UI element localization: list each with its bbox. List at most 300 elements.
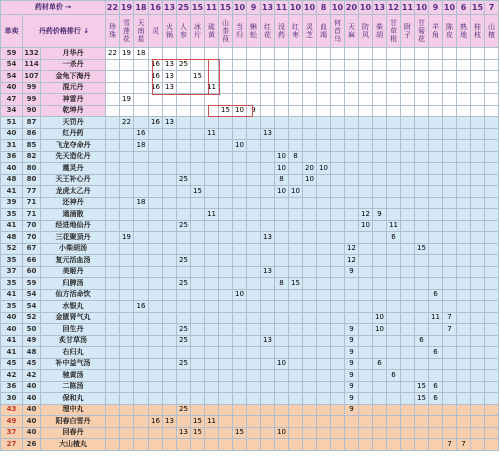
- herb-qty-cell: [289, 59, 303, 71]
- herb-qty-cell: [443, 186, 457, 198]
- table-row: [1, 197, 499, 209]
- herb-qty-cell: [317, 140, 331, 152]
- herb-qty-cell: [163, 243, 177, 255]
- herb-qty-cell: [261, 427, 275, 439]
- pill-name-cell: 右归丸: [41, 347, 106, 359]
- herb-qty-cell: [261, 370, 275, 382]
- herb-qty-cell: [134, 71, 149, 83]
- herb-qty-cell: [303, 105, 317, 117]
- herb-qty-cell: [331, 243, 345, 255]
- herb-qty-cell: [134, 278, 149, 290]
- herb-qty-cell: [134, 324, 149, 336]
- herb-qty-cell: [443, 427, 457, 439]
- herb-qty-cell: 9: [373, 209, 387, 221]
- herb-qty-cell: [247, 324, 261, 336]
- herb-qty-cell: 12: [359, 209, 373, 221]
- herb-qty-cell: [106, 186, 120, 198]
- herb-qty-cell: [106, 220, 120, 232]
- herb-qty-cell: [485, 174, 499, 186]
- herb-qty-cell: [106, 335, 120, 347]
- herb-qty-cell: [373, 186, 387, 198]
- herb-qty-cell: [429, 82, 443, 94]
- herb-qty-cell: [233, 381, 247, 393]
- herb-name-cell: 何 首 乌: [331, 15, 345, 48]
- herb-qty-cell: [401, 289, 415, 301]
- herb-qty-cell: [134, 59, 149, 71]
- herb-qty-cell: [247, 404, 261, 416]
- herb-qty-cell: [191, 59, 205, 71]
- herb-qty-cell: [289, 117, 303, 129]
- herb-qty-cell: [275, 289, 289, 301]
- herb-qty-cell: [373, 82, 387, 94]
- herb-qty-cell: [233, 243, 247, 255]
- herb-qty-cell: [443, 117, 457, 129]
- herb-qty-cell: [345, 232, 359, 244]
- herb-qty-cell: 13: [163, 117, 177, 129]
- herb-qty-cell: [457, 174, 471, 186]
- herb-qty-cell: [485, 209, 499, 221]
- herb-qty-cell: [415, 174, 429, 186]
- herb-qty-cell: [373, 335, 387, 347]
- herb-qty-cell: [415, 347, 429, 359]
- table-row: [1, 105, 499, 117]
- table-row: [1, 94, 499, 106]
- herb-qty-cell: [359, 117, 373, 129]
- pill-name-cell: 龙虎太乙丹: [41, 186, 106, 198]
- herb-qty-cell: [120, 427, 134, 439]
- value-cell: 60: [23, 266, 41, 278]
- table-row: [1, 347, 499, 359]
- herb-qty-cell: [359, 312, 373, 324]
- herb-qty-cell: [457, 370, 471, 382]
- herb-qty-cell: [303, 94, 317, 106]
- herb-qty-cell: 16: [134, 301, 149, 313]
- herb-qty-cell: [191, 128, 205, 140]
- herb-qty-cell: [317, 347, 331, 359]
- herb-qty-cell: [120, 197, 134, 209]
- herb-qty-cell: [205, 381, 219, 393]
- herb-qty-cell: [457, 427, 471, 439]
- herb-qty-cell: [275, 266, 289, 278]
- herb-price-cell: 10: [359, 1, 373, 15]
- herb-qty-cell: [191, 370, 205, 382]
- herb-qty-cell: [471, 255, 485, 267]
- herb-qty-cell: [303, 220, 317, 232]
- herb-qty-cell: [387, 117, 401, 129]
- herb-qty-cell: [359, 151, 373, 163]
- herb-qty-cell: [177, 94, 191, 106]
- herb-qty-cell: [275, 243, 289, 255]
- herb-qty-cell: [373, 105, 387, 117]
- herb-qty-cell: [247, 82, 261, 94]
- value-cell: 40: [23, 416, 41, 428]
- herb-qty-cell: [219, 232, 233, 244]
- herb-qty-cell: 13: [261, 232, 275, 244]
- herb-qty-cell: [485, 266, 499, 278]
- herb-price-cell: 8: [317, 1, 331, 15]
- herb-qty-cell: [457, 347, 471, 359]
- herb-qty-cell: [233, 312, 247, 324]
- herb-qty-cell: [289, 243, 303, 255]
- herb-qty-cell: [120, 289, 134, 301]
- herb-qty-cell: [134, 151, 149, 163]
- herb-qty-cell: [149, 186, 163, 198]
- herb-qty-cell: [359, 416, 373, 428]
- sell-price-cell: 37: [1, 427, 23, 439]
- herb-qty-cell: [205, 174, 219, 186]
- herb-qty-cell: [485, 255, 499, 267]
- herb-qty-cell: [247, 335, 261, 347]
- herb-qty-cell: [247, 59, 261, 71]
- herb-qty-cell: [289, 301, 303, 313]
- herb-qty-cell: [134, 117, 149, 129]
- herb-qty-cell: 22: [106, 48, 120, 60]
- herb-qty-cell: [485, 312, 499, 324]
- herb-qty-cell: [205, 197, 219, 209]
- herb-qty-cell: [233, 220, 247, 232]
- herb-qty-cell: [261, 174, 275, 186]
- herb-qty-cell: [443, 209, 457, 221]
- herb-qty-cell: [317, 94, 331, 106]
- herb-qty-cell: [317, 48, 331, 60]
- herb-qty-cell: 9: [345, 347, 359, 359]
- table-row: [1, 335, 499, 347]
- herb-qty-cell: [317, 117, 331, 129]
- herb-qty-cell: 11: [205, 209, 219, 221]
- herb-qty-cell: [177, 312, 191, 324]
- herb-qty-cell: [471, 174, 485, 186]
- herb-qty-cell: 15: [191, 427, 205, 439]
- herb-qty-cell: [345, 117, 359, 129]
- herb-qty-cell: 6: [415, 335, 429, 347]
- herb-qty-cell: [485, 105, 499, 117]
- herb-qty-cell: 16: [149, 59, 163, 71]
- herb-qty-cell: [205, 94, 219, 106]
- herb-qty-cell: [106, 312, 120, 324]
- value-cell: 132: [23, 48, 41, 60]
- herb-qty-cell: [134, 186, 149, 198]
- herb-qty-cell: [471, 48, 485, 60]
- herb-qty-cell: [331, 278, 345, 290]
- herb-qty-cell: [233, 209, 247, 221]
- table-row: [1, 312, 499, 324]
- herb-qty-cell: [191, 278, 205, 290]
- herb-qty-cell: [303, 117, 317, 129]
- herb-qty-cell: [457, 151, 471, 163]
- sell-price-cell: 36: [1, 381, 23, 393]
- herb-qty-cell: [191, 404, 205, 416]
- herb-qty-cell: 13: [163, 416, 177, 428]
- herb-qty-cell: [289, 94, 303, 106]
- herb-qty-cell: [219, 358, 233, 370]
- herb-qty-cell: [415, 105, 429, 117]
- herb-qty-cell: [457, 324, 471, 336]
- herb-qty-cell: [331, 105, 345, 117]
- herb-price-cell: 13: [261, 1, 275, 15]
- value-cell: 90: [23, 105, 41, 117]
- herb-qty-cell: [261, 404, 275, 416]
- herb-qty-cell: [317, 370, 331, 382]
- herb-qty-cell: 11: [205, 128, 219, 140]
- herb-qty-cell: [401, 243, 415, 255]
- herb-qty-cell: [219, 186, 233, 198]
- herb-qty-cell: [415, 289, 429, 301]
- herb-qty-cell: [471, 312, 485, 324]
- herb-qty-cell: [177, 266, 191, 278]
- herb-qty-cell: 16: [134, 128, 149, 140]
- herb-qty-cell: [485, 416, 499, 428]
- herb-qty-cell: [401, 163, 415, 175]
- herb-qty-cell: [163, 347, 177, 359]
- sell-price-cell: 30: [1, 393, 23, 405]
- herb-qty-cell: [443, 71, 457, 83]
- herb-qty-cell: 13: [163, 71, 177, 83]
- herb-price-cell: 10: [331, 1, 345, 15]
- herb-qty-cell: [261, 243, 275, 255]
- herb-qty-cell: [303, 128, 317, 140]
- herb-qty-cell: [331, 140, 345, 152]
- herb-qty-cell: [443, 266, 457, 278]
- herb-qty-cell: [485, 335, 499, 347]
- herb-qty-cell: [120, 381, 134, 393]
- herb-qty-cell: [247, 128, 261, 140]
- herb-qty-cell: [415, 404, 429, 416]
- herb-qty-cell: [191, 163, 205, 175]
- herb-qty-cell: [345, 209, 359, 221]
- herb-qty-cell: [387, 105, 401, 117]
- table-row: [1, 381, 499, 393]
- herb-qty-cell: [317, 209, 331, 221]
- herb-qty-cell: [191, 358, 205, 370]
- herb-qty-cell: [261, 163, 275, 175]
- herb-qty-cell: 15: [233, 427, 247, 439]
- herb-qty-cell: [457, 117, 471, 129]
- herb-qty-cell: [191, 209, 205, 221]
- herb-qty-cell: [106, 393, 120, 405]
- herb-qty-cell: [247, 370, 261, 382]
- pill-name-cell: 震灵丹: [41, 163, 106, 175]
- herb-qty-cell: [163, 278, 177, 290]
- herb-qty-cell: 13: [163, 82, 177, 94]
- herb-qty-cell: [387, 71, 401, 83]
- herb-qty-cell: [275, 59, 289, 71]
- herb-qty-cell: [443, 393, 457, 405]
- herb-qty-cell: [317, 220, 331, 232]
- herb-qty-cell: [415, 94, 429, 106]
- herb-qty-cell: [443, 197, 457, 209]
- value-cell: 54: [23, 301, 41, 313]
- sell-price-cell: 41: [1, 347, 23, 359]
- herb-qty-cell: [289, 439, 303, 451]
- herb-qty-cell: 18: [134, 140, 149, 152]
- pill-name-cell: 混元丹: [41, 82, 106, 94]
- herb-qty-cell: [275, 117, 289, 129]
- herb-qty-cell: [261, 289, 275, 301]
- herb-qty-cell: [471, 324, 485, 336]
- herb-qty-cell: [191, 255, 205, 267]
- herb-qty-cell: [387, 324, 401, 336]
- herb-qty-cell: [415, 151, 429, 163]
- herb-qty-cell: [429, 128, 443, 140]
- herb-qty-cell: 11: [205, 416, 219, 428]
- herb-qty-cell: [401, 370, 415, 382]
- herb-qty-cell: [359, 404, 373, 416]
- herb-qty-cell: [415, 232, 429, 244]
- herb-qty-cell: [261, 117, 275, 129]
- table-row: [1, 324, 499, 336]
- pill-name-cell: 金匮肾气丸: [41, 312, 106, 324]
- value-cell: 50: [23, 324, 41, 336]
- herb-qty-cell: [233, 163, 247, 175]
- herb-qty-cell: [149, 301, 163, 313]
- herb-qty-cell: 19: [120, 48, 134, 60]
- sell-price-cell: 40: [1, 324, 23, 336]
- herb-qty-cell: [401, 128, 415, 140]
- pill-name-cell: 复元活血汤: [41, 255, 106, 267]
- herb-qty-cell: [106, 358, 120, 370]
- herb-qty-cell: [177, 186, 191, 198]
- herb-qty-cell: 13: [163, 59, 177, 71]
- sell-price-cell: 45: [1, 358, 23, 370]
- herb-qty-cell: [149, 255, 163, 267]
- herb-qty-cell: [387, 174, 401, 186]
- herb-qty-cell: 9: [345, 324, 359, 336]
- herb-price-label: 药材单价 →: [1, 1, 106, 15]
- sell-price-cell: 40: [1, 82, 23, 94]
- herb-price-cell: 10: [415, 1, 429, 15]
- herb-qty-cell: [233, 197, 247, 209]
- sell-price-cell: 51: [1, 117, 23, 129]
- table-row: [1, 301, 499, 313]
- herb-qty-cell: [457, 301, 471, 313]
- herb-qty-cell: [247, 48, 261, 60]
- herb-qty-cell: [233, 278, 247, 290]
- value-cell: 42: [23, 370, 41, 382]
- table-row: [1, 278, 499, 290]
- herb-qty-cell: 9: [345, 358, 359, 370]
- herb-qty-cell: [247, 266, 261, 278]
- pill-name-cell: 一杀丹: [41, 59, 106, 71]
- herb-qty-cell: [219, 255, 233, 267]
- herb-qty-cell: [149, 335, 163, 347]
- herb-qty-cell: [134, 381, 149, 393]
- herb-qty-cell: [415, 266, 429, 278]
- herb-qty-cell: 10: [275, 358, 289, 370]
- herb-qty-cell: 9: [345, 370, 359, 382]
- herb-qty-cell: [120, 71, 134, 83]
- herb-qty-cell: [163, 209, 177, 221]
- herb-qty-cell: [359, 335, 373, 347]
- herb-qty-cell: [331, 439, 345, 451]
- herb-qty-cell: [345, 151, 359, 163]
- herb-qty-cell: [485, 71, 499, 83]
- herb-qty-cell: 25: [177, 335, 191, 347]
- herb-qty-cell: [205, 289, 219, 301]
- herb-qty-cell: [106, 174, 120, 186]
- herb-qty-cell: 16: [149, 416, 163, 428]
- table-row: [1, 174, 499, 186]
- herb-qty-cell: [471, 232, 485, 244]
- herb-name-cell: 山 柰 茛: [219, 15, 233, 48]
- herb-qty-cell: 10: [233, 105, 247, 117]
- herb-qty-cell: [317, 243, 331, 255]
- herb-qty-cell: [233, 404, 247, 416]
- herb-qty-cell: [457, 335, 471, 347]
- herb-qty-cell: [134, 209, 149, 221]
- herb-qty-cell: [345, 220, 359, 232]
- herb-name-cell: 陈 皮: [443, 15, 457, 48]
- herb-qty-cell: [247, 232, 261, 244]
- herb-qty-cell: [317, 266, 331, 278]
- herb-qty-cell: [275, 439, 289, 451]
- herb-qty-cell: [177, 393, 191, 405]
- herb-qty-cell: [120, 278, 134, 290]
- herb-qty-cell: [261, 48, 275, 60]
- herb-qty-cell: [457, 416, 471, 428]
- herb-qty-cell: [331, 347, 345, 359]
- herb-qty-cell: [401, 347, 415, 359]
- herb-qty-cell: [471, 94, 485, 106]
- herb-qty-cell: [345, 427, 359, 439]
- herb-qty-cell: [106, 117, 120, 129]
- herb-qty-cell: [331, 232, 345, 244]
- herb-qty-cell: [149, 94, 163, 106]
- herb-qty-cell: [177, 48, 191, 60]
- herb-qty-cell: [443, 243, 457, 255]
- herb-name-cell: 血 竭: [317, 15, 331, 48]
- herb-name-cell: 灵 芝: [303, 15, 317, 48]
- table-row: [1, 416, 499, 428]
- herb-qty-cell: [205, 312, 219, 324]
- herb-qty-cell: [415, 117, 429, 129]
- herb-qty-cell: [443, 174, 457, 186]
- herb-name-cell: 人 参: [177, 15, 191, 48]
- herb-qty-cell: [106, 416, 120, 428]
- table-row: [1, 71, 499, 83]
- herb-qty-cell: [149, 324, 163, 336]
- herb-qty-cell: 6: [373, 358, 387, 370]
- herb-qty-cell: [387, 243, 401, 255]
- herb-price-cell: 6: [457, 1, 471, 15]
- herb-qty-cell: [134, 439, 149, 451]
- herb-qty-cell: [163, 48, 177, 60]
- herb-qty-cell: [471, 186, 485, 198]
- herb-qty-cell: [205, 48, 219, 60]
- pill-name-cell: 红丹药: [41, 128, 106, 140]
- herb-name-cell: 冰 片: [191, 15, 205, 48]
- herb-qty-cell: [163, 335, 177, 347]
- herb-qty-cell: [163, 128, 177, 140]
- herb-qty-cell: [120, 209, 134, 221]
- herb-qty-cell: [317, 197, 331, 209]
- herb-qty-cell: [317, 439, 331, 451]
- herb-qty-cell: 25: [177, 59, 191, 71]
- herb-qty-cell: 9: [345, 381, 359, 393]
- herb-qty-cell: [275, 255, 289, 267]
- herb-qty-cell: [149, 404, 163, 416]
- herb-qty-cell: [485, 220, 499, 232]
- herb-name-cell: 珍 珠: [106, 15, 120, 48]
- herb-qty-cell: [485, 186, 499, 198]
- herb-qty-cell: [471, 393, 485, 405]
- herb-qty-cell: [205, 335, 219, 347]
- herb-qty-cell: [471, 197, 485, 209]
- herb-qty-cell: [219, 347, 233, 359]
- herb-qty-cell: [331, 255, 345, 267]
- herb-price-cell: 10: [233, 1, 247, 15]
- herb-qty-cell: [191, 105, 205, 117]
- table-row: [1, 404, 499, 416]
